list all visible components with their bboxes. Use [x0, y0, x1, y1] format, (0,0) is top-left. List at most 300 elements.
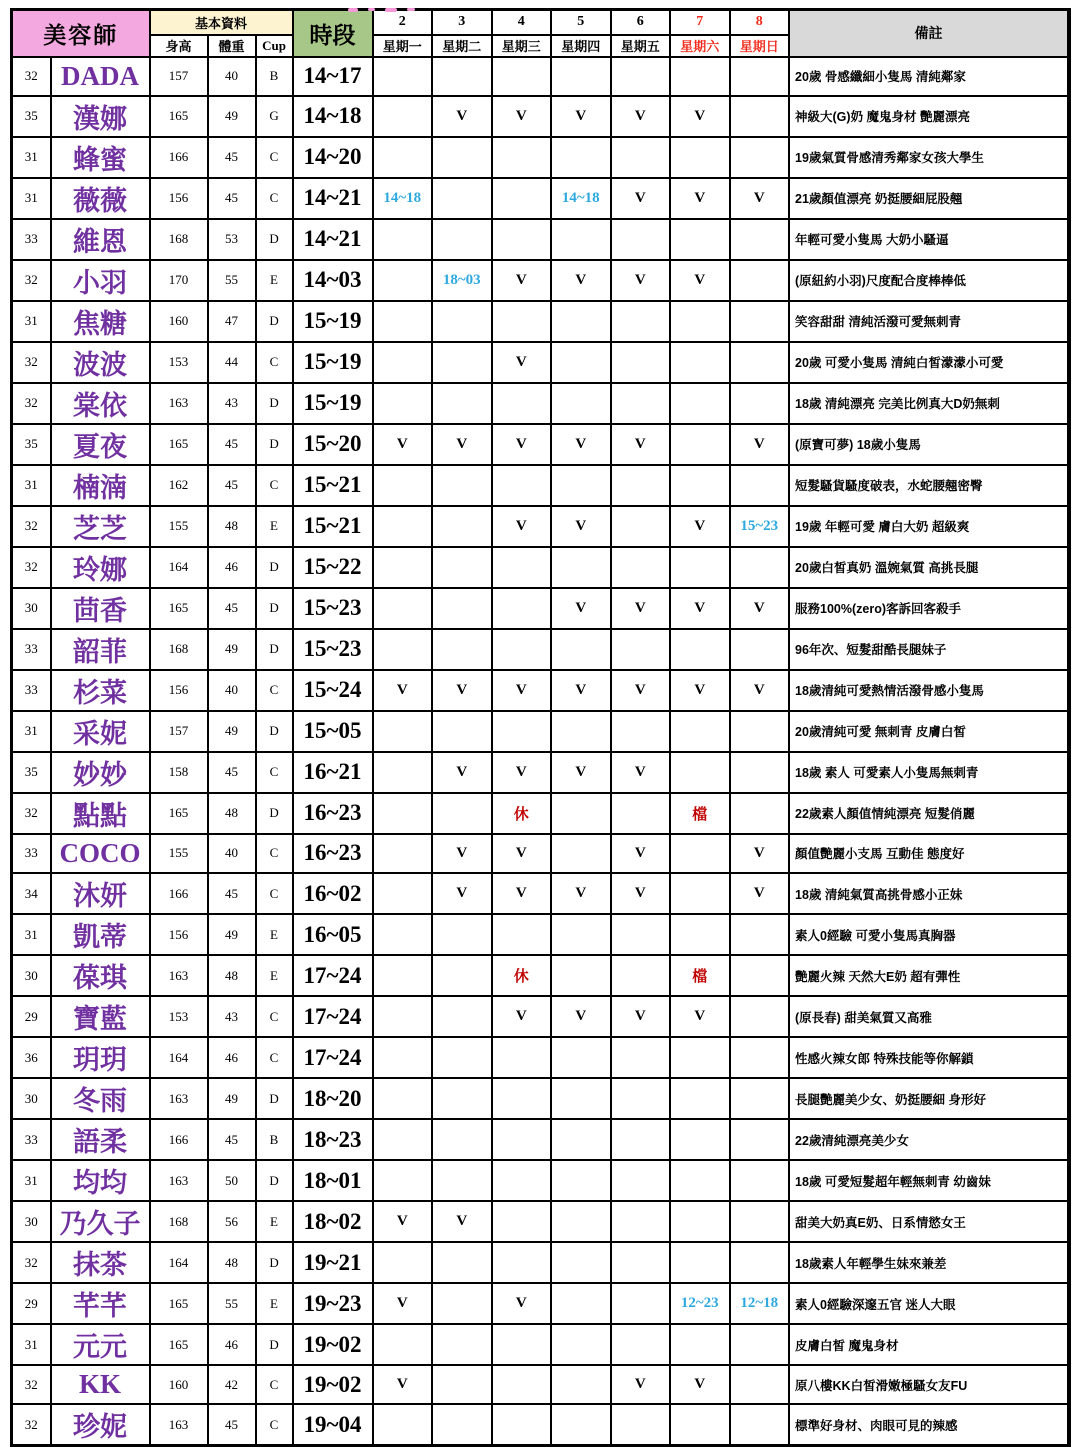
- height-cell: 165: [150, 1324, 208, 1365]
- day-cell: [373, 955, 433, 996]
- remark-cell: 艷麗火辣 天然大E奶 超有彈性: [789, 955, 1069, 996]
- day-cell: [432, 1365, 492, 1404]
- beautician-name: 乃久子: [51, 1201, 150, 1242]
- day-cell: [492, 1119, 552, 1160]
- day-cell: [730, 793, 790, 834]
- height-cell: 166: [150, 137, 208, 178]
- weight-cell: 49: [208, 629, 256, 670]
- day-cell: [611, 547, 671, 588]
- cup-cell: G: [256, 96, 293, 137]
- day-cell: V: [611, 178, 671, 219]
- day-cell: [730, 383, 790, 424]
- day-cell: V: [551, 260, 611, 301]
- day-cell: [373, 1078, 433, 1119]
- day-cell: [611, 1160, 671, 1201]
- day-cell: 15~23: [730, 506, 790, 547]
- day-cell: [432, 955, 492, 996]
- timeslot-cell: 18~02: [293, 1201, 373, 1242]
- day-cell: [551, 1404, 611, 1446]
- beautician-name: 玥玥: [51, 1037, 150, 1078]
- day-cell: [611, 914, 671, 955]
- day-cell: [611, 506, 671, 547]
- day-cell: 14~18: [551, 178, 611, 219]
- cup-cell: D: [256, 588, 293, 629]
- day-cell: [730, 1324, 790, 1365]
- day-cell: [730, 752, 790, 793]
- remark-cell: 年輕可愛小隻馬 大奶小騷逼: [789, 219, 1069, 260]
- cup-cell: C: [256, 670, 293, 711]
- day-cell: V: [670, 96, 730, 137]
- age-cell: 32: [12, 506, 51, 547]
- weight-cell: 45: [208, 752, 256, 793]
- weight-cell: 40: [208, 57, 256, 96]
- height-cell: 155: [150, 506, 208, 547]
- table-row: [12, 873, 1070, 914]
- table-row: [12, 1160, 1070, 1201]
- table-row: [12, 752, 1070, 793]
- day-cell: V: [492, 834, 552, 873]
- day-cell: V: [373, 1283, 433, 1324]
- day-cell: [432, 914, 492, 955]
- day-cell: [492, 1078, 552, 1119]
- header-day-name: 星期二: [432, 35, 492, 57]
- day-cell: [492, 1404, 552, 1446]
- day-cell: [432, 1078, 492, 1119]
- day-cell: [670, 1242, 730, 1283]
- header-height: 身高: [150, 35, 208, 57]
- timeslot-cell: 19~21: [293, 1242, 373, 1283]
- day-cell: V: [551, 752, 611, 793]
- height-cell: 156: [150, 914, 208, 955]
- timeslot-cell: 18~20: [293, 1078, 373, 1119]
- weight-cell: 48: [208, 955, 256, 996]
- cup-cell: C: [256, 1365, 293, 1404]
- timeslot-cell: 15~24: [293, 670, 373, 711]
- age-cell: 32: [12, 57, 51, 96]
- day-cell: V: [611, 996, 671, 1037]
- day-cell: [730, 465, 790, 506]
- age-cell: 30: [12, 955, 51, 996]
- beautician-name: 寶藍: [51, 996, 150, 1037]
- day-cell: [432, 1037, 492, 1078]
- remark-cell: 18歲 素人 可愛素人小隻馬無刺青: [789, 752, 1069, 793]
- day-cell: V: [611, 752, 671, 793]
- weight-cell: 53: [208, 219, 256, 260]
- weight-cell: 40: [208, 670, 256, 711]
- height-cell: 160: [150, 1365, 208, 1404]
- weight-cell: 45: [208, 1404, 256, 1446]
- day-cell: V: [432, 752, 492, 793]
- remark-cell: 服務100%(zero)客訴回客殺手: [789, 588, 1069, 629]
- table-row: [12, 955, 1070, 996]
- header-remark: 備註: [789, 10, 1069, 57]
- height-cell: 165: [150, 424, 208, 465]
- cup-cell: E: [256, 1283, 293, 1324]
- cup-cell: C: [256, 1404, 293, 1446]
- table-row: [12, 383, 1070, 424]
- day-cell: [551, 1119, 611, 1160]
- remark-cell: 20歲 骨感纖細小隻馬 清純鄰家: [789, 57, 1069, 96]
- day-cell: [551, 914, 611, 955]
- height-cell: 165: [150, 96, 208, 137]
- weight-cell: 45: [208, 588, 256, 629]
- day-cell: 14~18: [373, 178, 433, 219]
- remark-cell: 19歲 年輕可愛 膚白大奶 超級爽: [789, 506, 1069, 547]
- day-cell: [432, 1324, 492, 1365]
- timeslot-cell: 15~19: [293, 383, 373, 424]
- timeslot-cell: 14~18: [293, 96, 373, 137]
- day-cell: V: [551, 873, 611, 914]
- age-cell: 33: [12, 670, 51, 711]
- day-cell: V: [551, 588, 611, 629]
- header-day-number: 5: [551, 10, 611, 35]
- day-cell: [730, 1365, 790, 1404]
- age-cell: 31: [12, 301, 51, 342]
- day-cell: [670, 873, 730, 914]
- beautician-name: KK: [51, 1365, 150, 1404]
- remark-cell: 長腿艷麗美少女、奶挺腰細 身形好: [789, 1078, 1069, 1119]
- day-cell: [373, 1404, 433, 1446]
- day-cell: [551, 1078, 611, 1119]
- day-cell: [373, 996, 433, 1037]
- cup-cell: E: [256, 914, 293, 955]
- table-row: [12, 342, 1070, 383]
- day-cell: [670, 914, 730, 955]
- day-cell: V: [432, 834, 492, 873]
- remark-cell: (原長春) 甜美氣質又高雅: [789, 996, 1069, 1037]
- day-cell: [730, 1201, 790, 1242]
- day-cell: V: [670, 1365, 730, 1404]
- header-timeslot: 時段: [293, 10, 373, 57]
- day-cell: [730, 1037, 790, 1078]
- day-cell: [551, 547, 611, 588]
- day-cell: [373, 711, 433, 752]
- table-row: [12, 547, 1070, 588]
- cup-cell: B: [256, 57, 293, 96]
- day-cell: [611, 1242, 671, 1283]
- age-cell: 32: [12, 260, 51, 301]
- beautician-name: 杉菜: [51, 670, 150, 711]
- day-cell: [492, 383, 552, 424]
- height-cell: 156: [150, 178, 208, 219]
- table-row: [12, 301, 1070, 342]
- day-cell: [730, 1404, 790, 1446]
- cup-cell: C: [256, 752, 293, 793]
- table-row: [12, 1201, 1070, 1242]
- age-cell: 32: [12, 547, 51, 588]
- day-cell: [730, 996, 790, 1037]
- day-cell: [432, 506, 492, 547]
- day-cell: [551, 1160, 611, 1201]
- table-row: [12, 96, 1070, 137]
- table-row: [12, 1078, 1070, 1119]
- weight-cell: 55: [208, 1283, 256, 1324]
- day-cell: [492, 1037, 552, 1078]
- day-cell: [432, 178, 492, 219]
- day-cell: 休: [492, 955, 552, 996]
- day-cell: [670, 629, 730, 670]
- day-cell: [373, 96, 433, 137]
- day-cell: V: [611, 670, 671, 711]
- height-cell: 164: [150, 1242, 208, 1283]
- day-cell: [492, 465, 552, 506]
- table-row: [12, 588, 1070, 629]
- day-cell: [492, 711, 552, 752]
- timeslot-cell: 16~23: [293, 793, 373, 834]
- table-row: [12, 260, 1070, 301]
- height-cell: 166: [150, 873, 208, 914]
- remark-cell: 18歲素人年輕學生妹來兼差: [789, 1242, 1069, 1283]
- cup-cell: D: [256, 1160, 293, 1201]
- cup-cell: C: [256, 834, 293, 873]
- day-cell: [373, 383, 433, 424]
- day-cell: [670, 1037, 730, 1078]
- day-cell: [432, 342, 492, 383]
- table-row: [12, 914, 1070, 955]
- day-cell: [670, 424, 730, 465]
- beautician-name: 棠依: [51, 383, 150, 424]
- day-cell: V: [730, 588, 790, 629]
- header-day-name: 星期日: [730, 35, 790, 57]
- day-cell: [730, 955, 790, 996]
- day-cell: [670, 1404, 730, 1446]
- day-cell: V: [670, 506, 730, 547]
- day-cell: [432, 1242, 492, 1283]
- day-cell: [730, 342, 790, 383]
- day-cell: [670, 711, 730, 752]
- timeslot-cell: 17~24: [293, 996, 373, 1037]
- day-cell: [670, 752, 730, 793]
- day-cell: [432, 996, 492, 1037]
- age-cell: 35: [12, 424, 51, 465]
- day-cell: [373, 793, 433, 834]
- day-cell: [611, 955, 671, 996]
- day-cell: V: [611, 873, 671, 914]
- day-cell: [492, 629, 552, 670]
- table-row: [12, 1283, 1070, 1324]
- weight-cell: 45: [208, 424, 256, 465]
- day-cell: [611, 1037, 671, 1078]
- day-cell: V: [373, 424, 433, 465]
- cup-cell: E: [256, 955, 293, 996]
- remark-cell: 原八樓KK白皙滑嫩極騷女友FU: [789, 1365, 1069, 1404]
- day-cell: [730, 137, 790, 178]
- height-cell: 163: [150, 1404, 208, 1446]
- day-cell: [730, 96, 790, 137]
- day-cell: [670, 219, 730, 260]
- beautician-name: 妙妙: [51, 752, 150, 793]
- day-cell: [551, 383, 611, 424]
- day-cell: V: [730, 424, 790, 465]
- beautician-name: 波波: [51, 342, 150, 383]
- cropped-title-fragment: [348, 8, 468, 14]
- age-cell: 32: [12, 1365, 51, 1404]
- timeslot-cell: 15~19: [293, 342, 373, 383]
- header-day-number: 4: [492, 10, 552, 35]
- day-cell: [551, 1201, 611, 1242]
- day-cell: [670, 137, 730, 178]
- day-cell: [611, 629, 671, 670]
- cup-cell: C: [256, 873, 293, 914]
- remark-cell: 20歲白皙真奶 溫婉氣質 高挑長腿: [789, 547, 1069, 588]
- age-cell: 29: [12, 1283, 51, 1324]
- cup-cell: D: [256, 1242, 293, 1283]
- weight-cell: 56: [208, 1201, 256, 1242]
- age-cell: 35: [12, 96, 51, 137]
- day-cell: [670, 1324, 730, 1365]
- day-cell: V: [730, 178, 790, 219]
- table-row: [12, 834, 1070, 873]
- weight-cell: 46: [208, 1324, 256, 1365]
- timeslot-cell: 14~03: [293, 260, 373, 301]
- day-cell: V: [373, 670, 433, 711]
- day-cell: [432, 301, 492, 342]
- day-cell: [432, 1160, 492, 1201]
- timeslot-cell: 15~21: [293, 506, 373, 547]
- day-cell: V: [611, 96, 671, 137]
- day-cell: [373, 752, 433, 793]
- day-cell: [611, 793, 671, 834]
- day-cell: [492, 1201, 552, 1242]
- day-cell: [551, 1242, 611, 1283]
- day-cell: [730, 629, 790, 670]
- header-day-name: 星期一: [373, 35, 433, 57]
- header-day-name: 星期三: [492, 35, 552, 57]
- day-cell: V: [730, 670, 790, 711]
- header-beautician: 美容師: [12, 10, 150, 57]
- day-cell: V: [432, 670, 492, 711]
- beautician-name: 維恩: [51, 219, 150, 260]
- age-cell: 33: [12, 629, 51, 670]
- weight-cell: 46: [208, 1037, 256, 1078]
- cup-cell: D: [256, 793, 293, 834]
- height-cell: 155: [150, 834, 208, 873]
- height-cell: 165: [150, 588, 208, 629]
- day-cell: V: [611, 424, 671, 465]
- day-cell: V: [670, 670, 730, 711]
- weight-cell: 48: [208, 793, 256, 834]
- beautician-name: 芊芊: [51, 1283, 150, 1324]
- day-cell: V: [432, 424, 492, 465]
- day-cell: [670, 57, 730, 96]
- table-row: [12, 1037, 1070, 1078]
- day-cell: [730, 1160, 790, 1201]
- timeslot-cell: 15~19: [293, 301, 373, 342]
- day-cell: V: [670, 260, 730, 301]
- remark-cell: 20歲 可愛小隻馬 清純白皙濛濛小可愛: [789, 342, 1069, 383]
- height-cell: 158: [150, 752, 208, 793]
- day-cell: [373, 137, 433, 178]
- day-cell: [432, 1404, 492, 1446]
- day-cell: V: [492, 996, 552, 1037]
- day-cell: [670, 465, 730, 506]
- day-cell: [432, 57, 492, 96]
- cup-cell: C: [256, 137, 293, 178]
- day-cell: [551, 629, 611, 670]
- day-cell: [670, 547, 730, 588]
- beautician-name: COCO: [51, 834, 150, 873]
- remark-cell: 甜美大奶真E奶、日系情慾女王: [789, 1201, 1069, 1242]
- table-row: [12, 1324, 1070, 1365]
- day-cell: V: [432, 1201, 492, 1242]
- day-cell: [611, 137, 671, 178]
- day-cell: [551, 793, 611, 834]
- day-cell: [373, 834, 433, 873]
- weight-cell: 44: [208, 342, 256, 383]
- height-cell: 156: [150, 670, 208, 711]
- age-cell: 33: [12, 1119, 51, 1160]
- age-cell: 29: [12, 996, 51, 1037]
- day-cell: [730, 1078, 790, 1119]
- day-cell: [373, 547, 433, 588]
- header-day-number: 6: [611, 10, 671, 35]
- day-cell: [730, 301, 790, 342]
- day-cell: 12~18: [730, 1283, 790, 1324]
- timeslot-cell: 18~23: [293, 1119, 373, 1160]
- day-cell: [730, 547, 790, 588]
- weight-cell: 55: [208, 260, 256, 301]
- timeslot-cell: 15~22: [293, 547, 373, 588]
- weight-cell: 47: [208, 301, 256, 342]
- timeslot-cell: 19~02: [293, 1365, 373, 1404]
- cup-cell: B: [256, 1119, 293, 1160]
- weight-cell: 45: [208, 465, 256, 506]
- beautician-name: 語柔: [51, 1119, 150, 1160]
- day-cell: [670, 383, 730, 424]
- day-cell: [432, 711, 492, 752]
- day-cell: [730, 711, 790, 752]
- table-row: [12, 178, 1070, 219]
- beautician-name: 蜂蜜: [51, 137, 150, 178]
- day-cell: [730, 57, 790, 96]
- age-cell: 31: [12, 465, 51, 506]
- height-cell: 163: [150, 383, 208, 424]
- beautician-name: 楠湳: [51, 465, 150, 506]
- header-weight: 體重: [208, 35, 256, 57]
- remark-cell: 18歲 清純漂亮 完美比例真大D奶無刺: [789, 383, 1069, 424]
- day-cell: [730, 1242, 790, 1283]
- day-cell: [373, 301, 433, 342]
- cup-cell: D: [256, 629, 293, 670]
- header-day-name: 星期四: [551, 35, 611, 57]
- weight-cell: 45: [208, 178, 256, 219]
- day-cell: [432, 1119, 492, 1160]
- day-cell: V: [551, 996, 611, 1037]
- day-cell: [730, 914, 790, 955]
- age-cell: 32: [12, 1404, 51, 1446]
- day-cell: V: [551, 96, 611, 137]
- height-cell: 164: [150, 547, 208, 588]
- day-cell: [492, 1242, 552, 1283]
- day-cell: V: [492, 424, 552, 465]
- table-row: [12, 57, 1070, 96]
- day-cell: [670, 1078, 730, 1119]
- day-cell: [670, 834, 730, 873]
- day-cell: [611, 1078, 671, 1119]
- remark-cell: 18歲 清純氣質高挑骨感小正妹: [789, 873, 1069, 914]
- day-cell: [492, 1160, 552, 1201]
- day-cell: 18~03: [432, 260, 492, 301]
- day-cell: V: [373, 1201, 433, 1242]
- day-cell: V: [492, 506, 552, 547]
- cup-cell: D: [256, 219, 293, 260]
- day-cell: [611, 465, 671, 506]
- day-cell: [551, 57, 611, 96]
- beautician-name: 冬雨: [51, 1078, 150, 1119]
- age-cell: 31: [12, 914, 51, 955]
- header-basic-info: 基本資料: [150, 10, 293, 35]
- cup-cell: D: [256, 1324, 293, 1365]
